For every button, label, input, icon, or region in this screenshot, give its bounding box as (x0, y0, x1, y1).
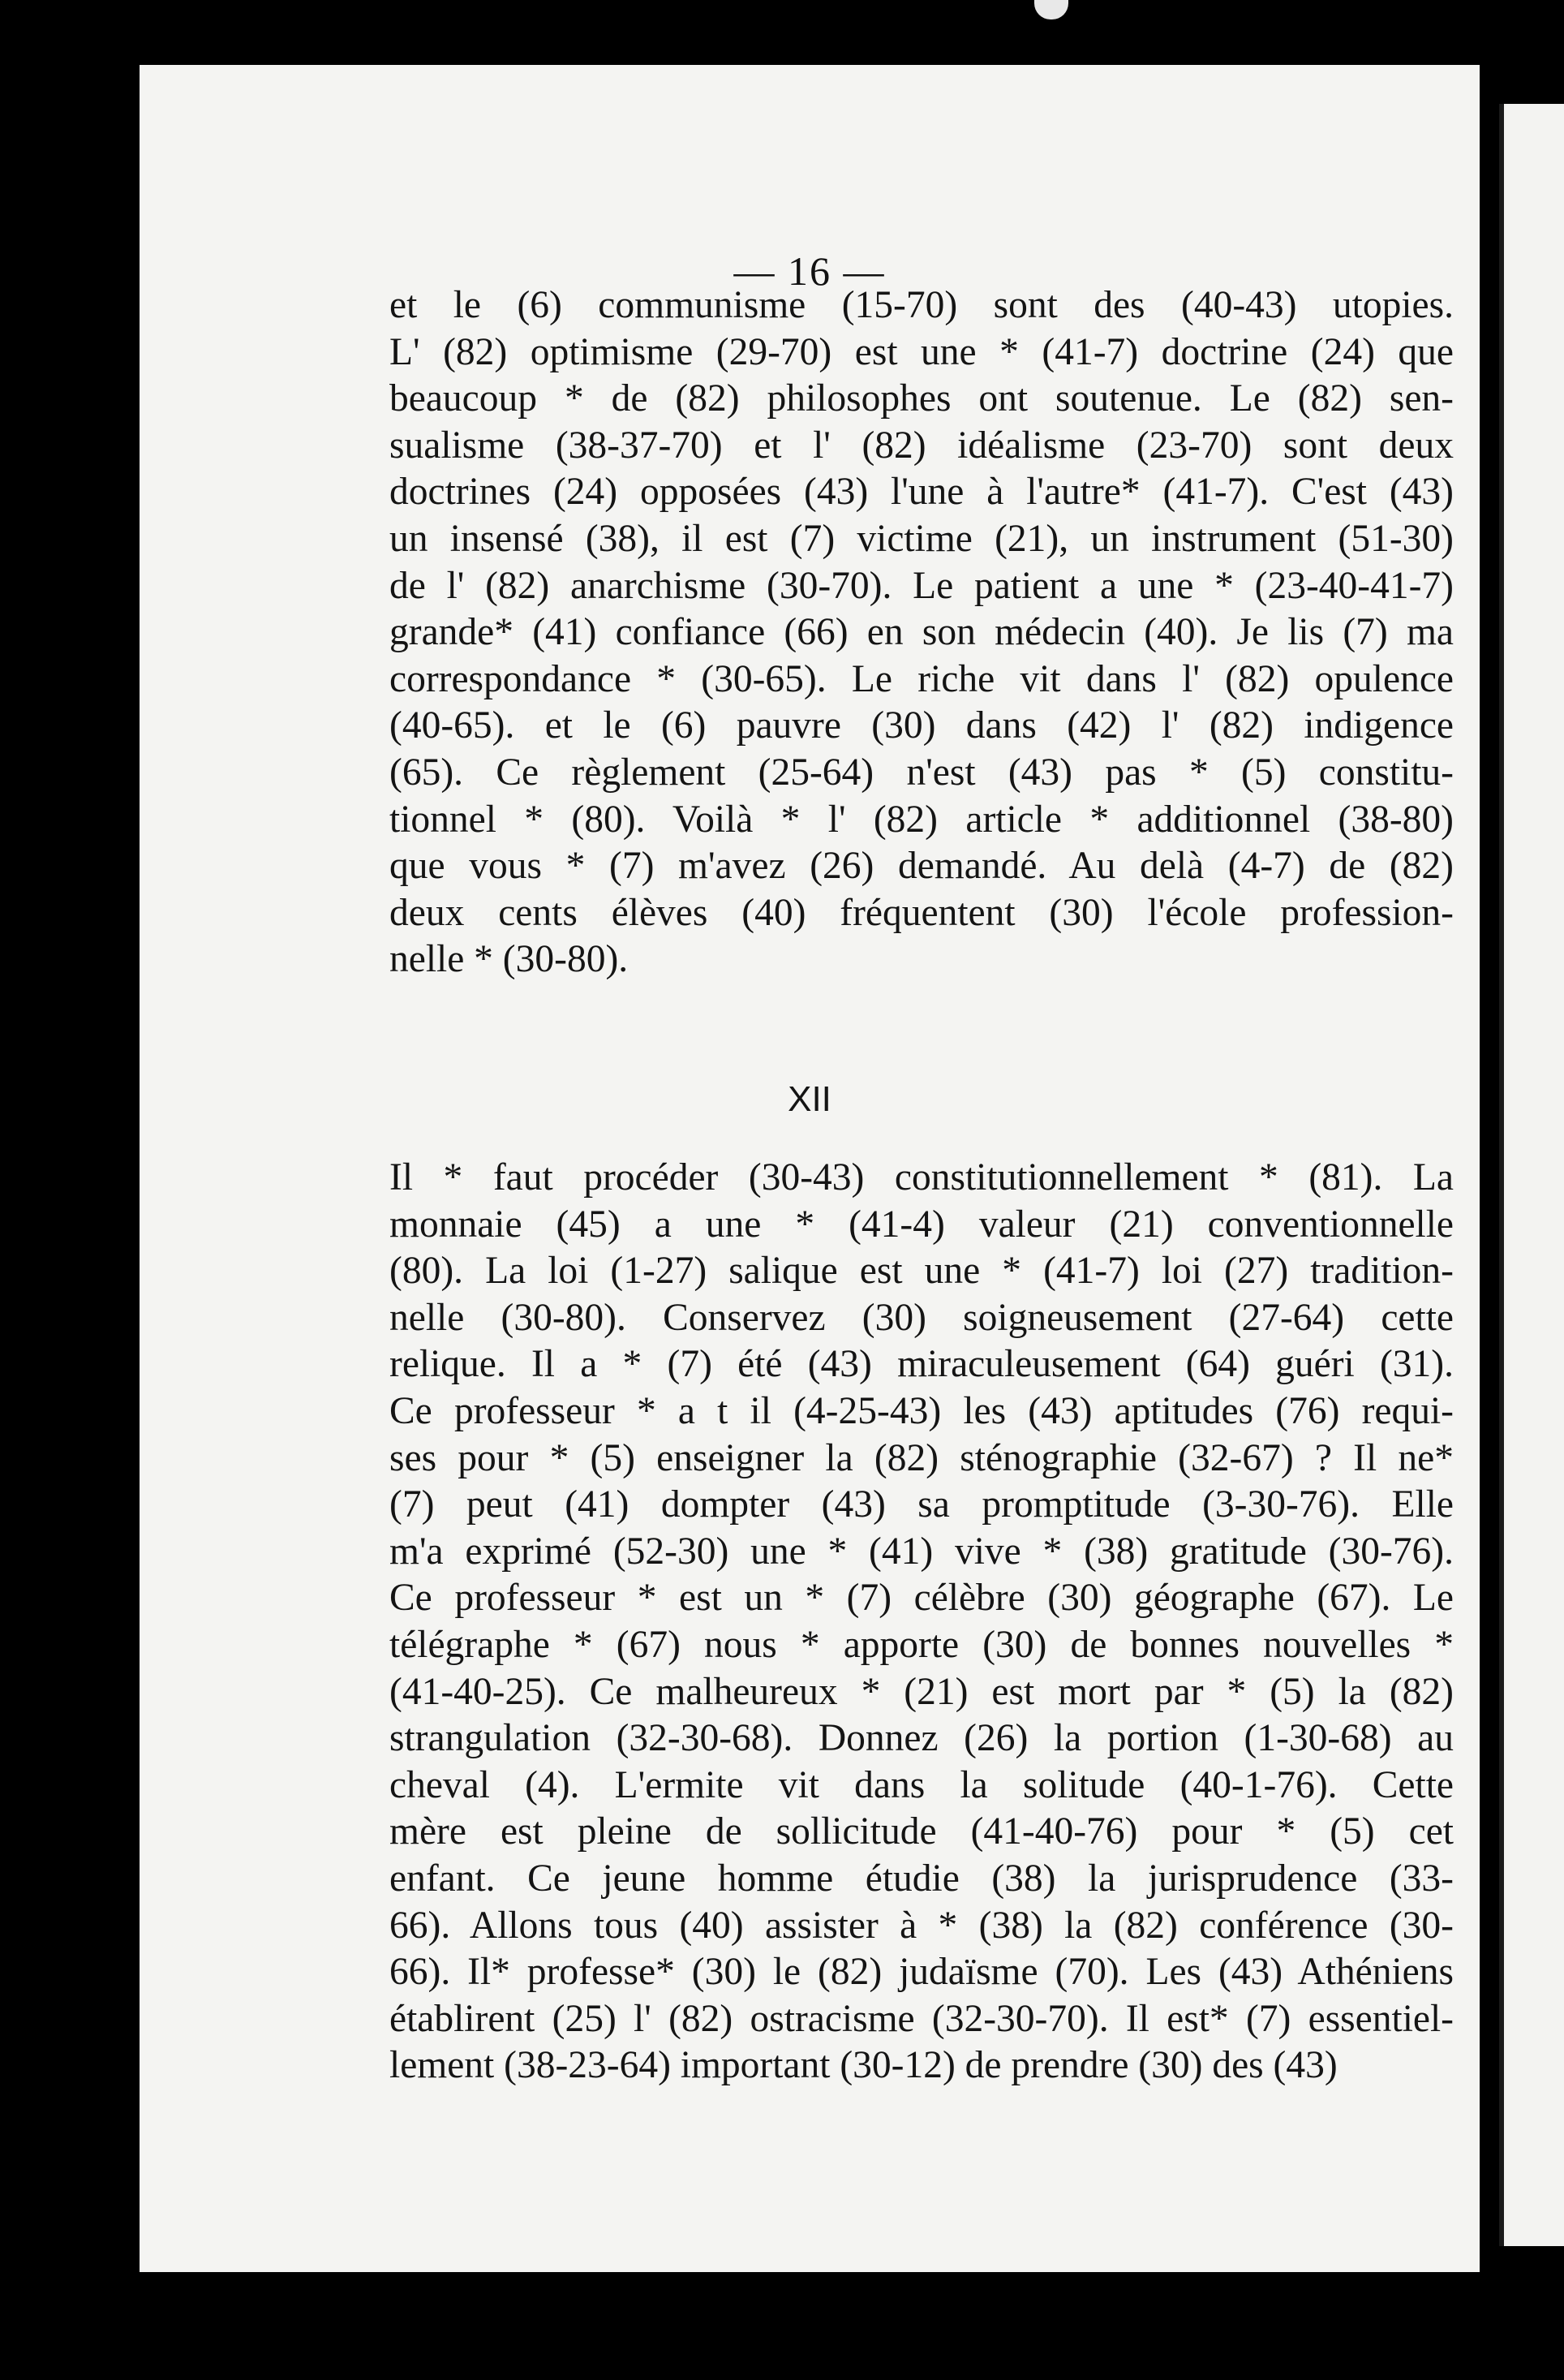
scan-artifact (1034, 0, 1068, 19)
paragraph-communisme (389, 282, 1454, 983)
book-page (140, 65, 1480, 2272)
gutter-shadow (1499, 104, 1504, 2246)
text-line: mère est pleine de sollicitude (41-40-76) pour * (5) cet (389, 1810, 1454, 1853)
paragraph-constitutionnellement (389, 1155, 1454, 2089)
text-line: 66). Il* professe* (30) le (82) judaïsme (70). Les (43) Athéniens (389, 1951, 1454, 1994)
text-line: cheval (4). L'ermite vit dans la solitude (40-1-76). Cette (389, 1763, 1454, 1806)
text-line: un insensé (38), il est (7) victime (21), un instrument (51-30) (389, 517, 1454, 560)
text-line: sualisme (38-37-70) et l' (82) idéalisme (23-70) sont deux (389, 424, 1454, 467)
text-line: beaucoup * de (82) philosophes ont soutenue. Le (82) sen- (389, 377, 1454, 420)
text-line: L' (82) optimisme (29-70) est une * (41-7) doctrine (24) que (389, 330, 1454, 373)
text-line: monnaie (45) a une * (41-4) valeur (21) conventionnelle (389, 1203, 1454, 1246)
text-line: deux cents élèves (40) fréquentent (30) l'école profession- (389, 891, 1454, 934)
text-line: Ce professeur * est un * (7) célèbre (30) géographe (67). Le (389, 1577, 1454, 1620)
text-line: enfant. Ce jeune homme étudie (38) la jurisprudence (33- (389, 1857, 1454, 1900)
facing-page-edge (1499, 104, 1564, 2246)
text-line: Ce professeur * a t il (4-25-43) les (43) aptitudes (76) requi- (389, 1389, 1454, 1432)
text-line: (65). Ce règlement (25-64) n'est (43) pas * (5) constitu- (389, 751, 1454, 794)
text-line: que vous * (7) m'avez (26) demandé. Au delà (4-7) de (82) (389, 845, 1454, 888)
text-line: tionnel * (80). Voilà * l' (82) article * additionnel (38-80) (389, 798, 1454, 841)
text-line: de l' (82) anarchisme (30-70). Le patient a une * (23-40-41-7) (389, 564, 1454, 607)
text-line: ses pour * (5) enseigner la (82) sténographie (32-67) ? Il ne* (389, 1436, 1454, 1479)
text-line: (40-65). et le (6) pauvre (30) dans (42) l' (82) indigence (389, 704, 1454, 747)
section-heading: XII (788, 1079, 831, 1119)
text-line: télégraphe * (67) nous * apporte (30) de bonnes nouvelles * (389, 1623, 1454, 1666)
text-line: lement (38-23-64) important (30-12) de prendre (30) des (43) (389, 2044, 1338, 2087)
text-line: correspondance * (30-65). Le riche vit dans l' (82) opulence (389, 657, 1454, 700)
text-line: (80). La loi (1-27) salique est une * (41-7) loi (27) tradition- (389, 1250, 1454, 1293)
text-line: et le (6) communisme (15-70) sont des (40-43) utopies. (389, 284, 1454, 326)
text-line: 66). Allons tous (40) assister à * (38) la (82) conférence (30- (389, 1904, 1454, 1947)
text-line: grande* (41) confiance (66) en son médecin (40). Je lis (7) ma (389, 611, 1454, 654)
text-line: établirent (25) l' (82) ostracisme (32-30-70). Il est* (7) essentiel- (389, 1997, 1454, 2040)
text-line: relique. Il a * (7) été (43) miraculeusement (64) guéri (31). (389, 1343, 1454, 1386)
page-number: — 16 — (733, 248, 886, 294)
text-line: nelle * (30-80). (389, 938, 629, 981)
text-line: nelle (30-80). Conservez (30) soigneusement (27-64) cette (389, 1296, 1454, 1339)
text-line: Il * faut procéder (30-43) constitutionnellement * (81). La (389, 1156, 1454, 1199)
text-line: m'a exprimé (52-30) une * (41) vive * (38) gratitude (30-76). (389, 1530, 1454, 1573)
text-line: (41-40-25). Ce malheureux * (21) est mort par * (5) la (82) (389, 1670, 1454, 1713)
text-line: doctrines (24) opposées (43) l'une à l'autre* (41-7). C'est (43) (389, 471, 1454, 514)
text-line: (7) peut (41) dompter (43) sa promptitude (3-30-76). Elle (389, 1483, 1454, 1526)
text-line: strangulation (32-30-68). Donnez (26) la portion (1-30-68) au (389, 1717, 1454, 1760)
